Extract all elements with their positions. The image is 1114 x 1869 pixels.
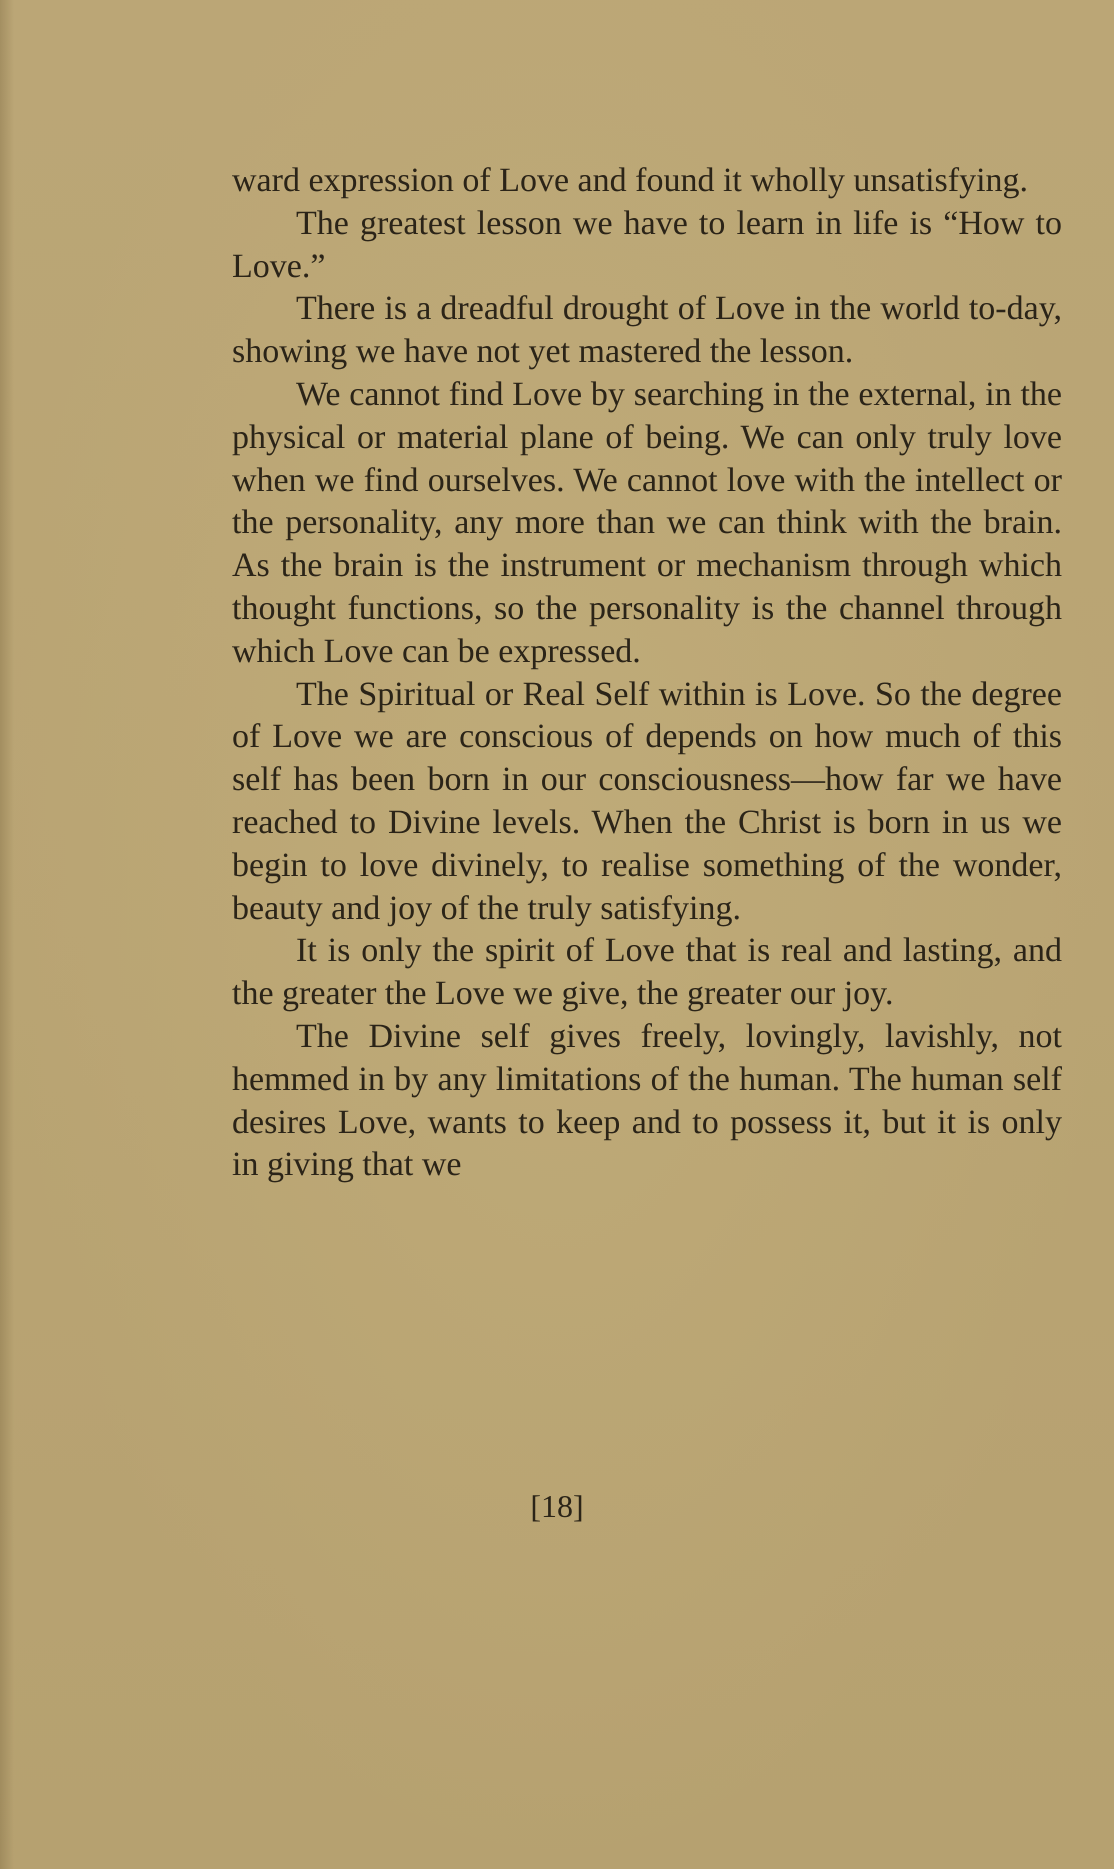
page-number: [18]	[530, 1488, 584, 1524]
paragraph-2: The greatest lesson we have to learn in life is “How to Love.”	[232, 204, 1062, 285]
paragraph-6: It is only the spirit of Love that is real and lasting, and the greater the Love we give, the greater our joy.	[232, 932, 1062, 1013]
paragraph-4: We cannot find Love by searching in the external, in the physical or material plane of being. We can only truly love when we find ourselves. We cannot love with the intellect or the personality, any more than we can think with the brain. As the brain is the instrument or mechanism through which thought functions, so the personality is the channel through which Love can be expressed.	[232, 375, 1062, 670]
paragraph-3: There is a dreadful drought of Love in the world to-day, showing we have not yet mastered the lesson.	[232, 290, 1062, 371]
page-gutter-shadow	[0, 0, 14, 1869]
paragraph-7: The Divine self gives freely, lovingly, lavishly, not hemmed in by any limitations of the human. The human self desires Love, wants to keep and to possess it, but it is only in giving that we	[232, 1017, 1062, 1184]
body-text	[232, 160, 1062, 1187]
paragraph-1: ward expression of Love and found it wholly unsatisfying.	[232, 162, 1029, 199]
paragraph-5: The Spiritual or Real Self within is Love. So the degree of Love we are conscious of depends on how much of this self has been born in our consciousness—how far we have reached to Divine levels. When the Christ is born in us we begin to love divinely, to realise something of the wonder, beauty and joy of the truly satisfying.	[232, 675, 1062, 927]
